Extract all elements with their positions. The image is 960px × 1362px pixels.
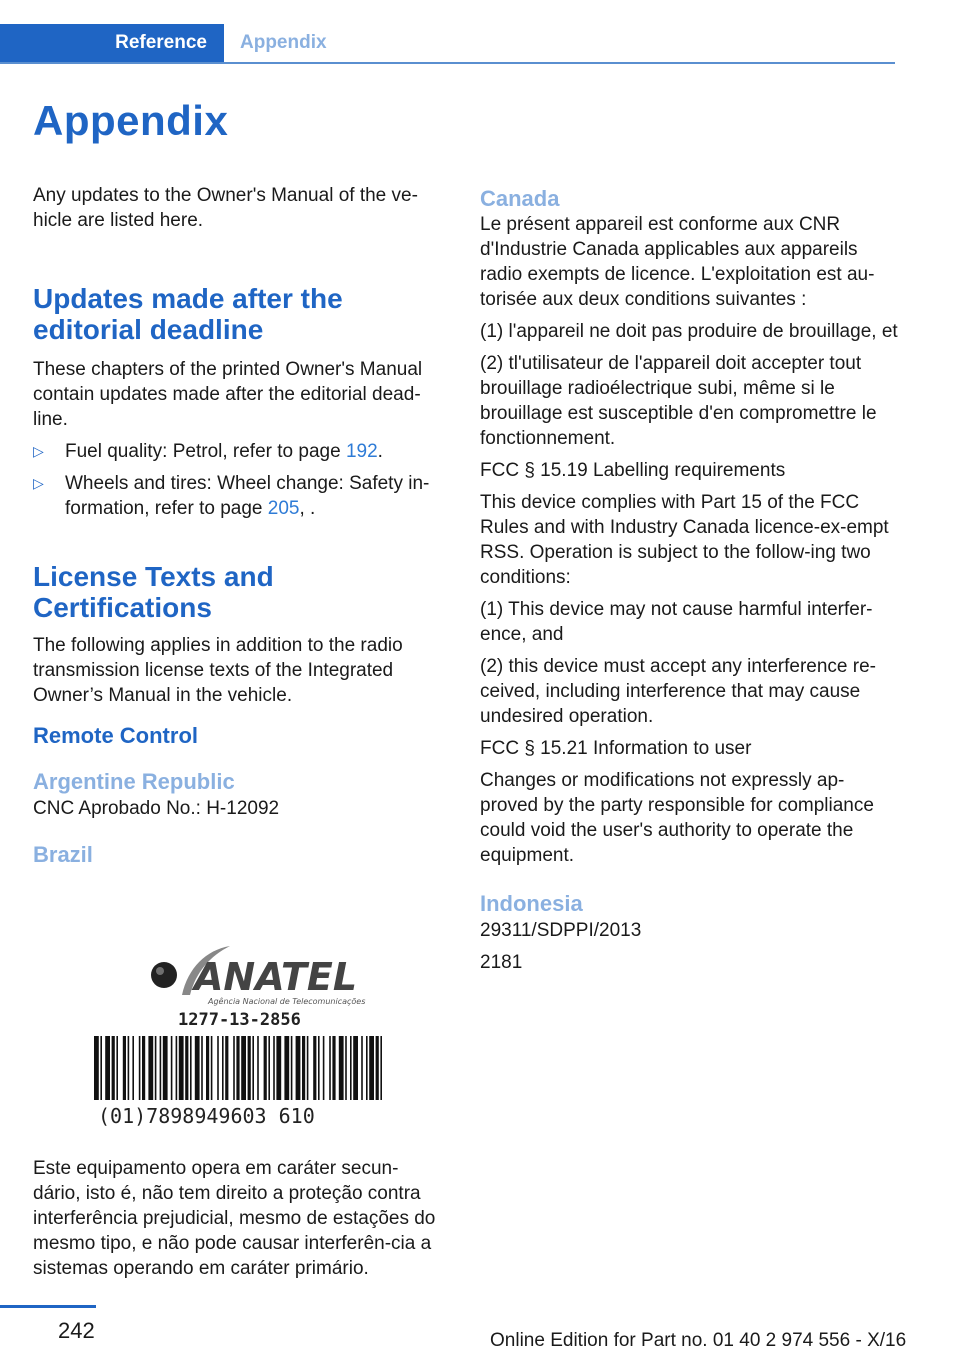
barcode-bar xyxy=(307,1036,309,1100)
barcode-bar xyxy=(148,1036,153,1100)
barcode-bar xyxy=(179,1036,184,1100)
barcode-bar xyxy=(350,1036,352,1100)
barcode-bar xyxy=(276,1036,281,1100)
barcode-bar xyxy=(160,1036,162,1100)
barcode-bar xyxy=(345,1036,347,1100)
fcc-paragraph: FCC § 15.19 Labelling requirements xyxy=(480,460,786,481)
canada-paragraph: (1) l'appareil ne doit pas produire de brouillage, et xyxy=(480,321,898,342)
triangle-right-icon: ▷ xyxy=(33,443,44,459)
list-item-text: Wheels and tires: Wheel change: Safety in-formation, refer to page xyxy=(65,473,430,519)
fcc-paragraph: Changes or modifications not expressly ap-proved by the party responsible for compliance could void the user's authority to operate the equipment. xyxy=(480,770,874,866)
right-column xyxy=(480,186,898,982)
intro-text: Any updates to the Owner's Manual of the ve-hicle are listed here. xyxy=(33,185,418,231)
barcode-bar xyxy=(273,1036,275,1100)
barcode-bar xyxy=(241,1036,246,1100)
page-link[interactable]: 192 xyxy=(345,441,378,462)
barcode-bar xyxy=(139,1036,141,1100)
barcode-bar xyxy=(142,1036,145,1100)
tab-reference-label: Reference xyxy=(115,32,207,53)
anatel-certification-label xyxy=(90,940,390,1130)
updates-heading: Updates made after the editorial deadline xyxy=(33,283,343,345)
barcode-bar xyxy=(201,1036,203,1100)
barcode-bar xyxy=(236,1036,239,1100)
page-link[interactable]: 205 xyxy=(267,498,300,519)
barcode-bar xyxy=(257,1036,259,1100)
barcode-bar xyxy=(222,1036,224,1100)
remote-control-heading: Remote Control xyxy=(33,723,198,748)
argentina-heading: Argentine Republic xyxy=(33,769,235,794)
fcc-paragraph: (1) This device may not cause harmful interfer-ence, and xyxy=(480,599,873,645)
barcode-bar xyxy=(217,1036,219,1100)
anatel-agency-text: Agência Nacional de Telecomunicações xyxy=(208,997,366,1006)
page-number: 242 xyxy=(58,1318,95,1343)
list-item-text: Fuel quality: Petrol, refer to page xyxy=(65,441,346,462)
barcode-bar xyxy=(116,1036,118,1100)
barcode-bar xyxy=(94,1036,99,1100)
argentina-text: CNC Aprobado No.: H-12092 xyxy=(33,798,280,819)
barcode-bar xyxy=(132,1036,134,1100)
tab-appendix[interactable] xyxy=(240,24,327,62)
barcode-bar xyxy=(252,1036,254,1100)
indonesia-line: 29311/SDPPI/2013 xyxy=(480,920,642,941)
barcode-number: (01)7898949603 610 xyxy=(98,1104,315,1128)
barcode-bar xyxy=(366,1036,368,1100)
barcode-bar xyxy=(264,1036,267,1100)
barcode-bar xyxy=(185,1036,188,1100)
list-item-suffix: . xyxy=(377,441,383,462)
fcc-paragraph: FCC § 15.21 Information to user xyxy=(480,738,752,759)
barcode-bar xyxy=(339,1036,344,1100)
barcode-bar xyxy=(380,1036,382,1100)
triangle-right-icon: ▷ xyxy=(33,475,44,491)
barcode-bar xyxy=(176,1036,178,1100)
barcode-bar xyxy=(171,1036,173,1100)
list-item-suffix: , . xyxy=(299,498,316,519)
anatel-logo-icon xyxy=(90,940,390,1130)
tab-appendix-label: Appendix xyxy=(240,32,327,53)
page-title: Appendix xyxy=(33,97,229,144)
barcode-bar xyxy=(206,1036,209,1100)
barcode-bar xyxy=(369,1036,374,1100)
barcode-bar xyxy=(361,1036,363,1100)
barcode-bar xyxy=(100,1036,102,1100)
barcode-bar xyxy=(123,1036,126,1100)
license-body: The following applies in addition to the radio transmission license texts of the Integrated Owner’s Manual in the vehicle. xyxy=(33,635,403,706)
tab-reference[interactable] xyxy=(0,24,224,62)
barcode xyxy=(94,1036,382,1100)
brazil-text: Este equipamento opera em caráter secun-dário, isto é, não tem direito a proteção contra interferência prejudicial, mesmo de estações do mesmo tipo, e não pode causar interferên-cia a sistemas operando em caráter primário. xyxy=(33,1158,436,1279)
barcode-bar xyxy=(376,1036,379,1100)
barcode-bar xyxy=(112,1036,115,1100)
header-tabs xyxy=(0,24,895,64)
barcode-bar xyxy=(233,1036,235,1100)
license-heading: License Texts and Certifications xyxy=(33,561,274,623)
barcode-bar xyxy=(332,1036,335,1100)
barcode-bar xyxy=(268,1036,270,1100)
canada-paragraph: Le présent appareil est conforme aux CNR d'Industrie Canada applicables aux appareils radio exempts de licence. L'exploitation est au-torisée aux deux conditions suivantes : xyxy=(480,214,875,310)
list-item xyxy=(33,439,443,464)
canada-paragraph: (2) tl'utilisateur de l'appareil doit accepter tout brouillage radioélectrique subi, même si le brouillage est susceptible d'en compromettre le fonctionnement. xyxy=(480,353,877,449)
updates-list xyxy=(33,439,443,521)
barcode-bar xyxy=(302,1036,305,1100)
edition-note: Online Edition for Part no. 01 40 2 974 556 - X/16 xyxy=(490,1330,907,1351)
barcode-bar xyxy=(195,1036,200,1100)
indonesia-heading: Indonesia xyxy=(480,891,583,916)
list-item xyxy=(33,471,443,521)
barcode-bar xyxy=(190,1036,192,1100)
barcode-bar xyxy=(296,1036,301,1100)
barcode-bar xyxy=(155,1036,157,1100)
barcode-bar xyxy=(291,1036,293,1100)
barcode-bar xyxy=(248,1036,251,1100)
indonesia-line: 2181 xyxy=(480,952,523,973)
canada-heading: Canada xyxy=(480,186,560,211)
barcode-bar xyxy=(318,1036,320,1100)
anatel-cert-number: 1277-13-2856 xyxy=(178,1010,301,1030)
barcode-bar xyxy=(313,1036,316,1100)
footer-divider xyxy=(0,1305,96,1308)
barcode-bar xyxy=(211,1036,213,1100)
barcode-bar xyxy=(329,1036,331,1100)
brazil-text-block xyxy=(33,1156,443,1288)
barcode-bar xyxy=(105,1036,110,1100)
barcode-bar xyxy=(225,1036,228,1100)
fcc-paragraph: This device complies with Part 15 of the FCC Rules and with Industry Canada licence-ex-empt RSS. Operation is subject to the follow-ing two conditions: xyxy=(480,492,889,588)
brazil-heading: Brazil xyxy=(33,842,93,867)
barcode-bar xyxy=(128,1036,130,1100)
barcode-bar xyxy=(323,1036,325,1100)
anatel-logo-text: ANATEL xyxy=(194,955,358,999)
updates-body: These chapters of the printed Owner's Manual contain updates made after the editorial dead-line. xyxy=(33,359,423,430)
fcc-paragraph: (2) this device must accept any interference re-ceived, including interference that may cause undesired operation. xyxy=(480,656,877,727)
barcode-bar xyxy=(353,1036,358,1100)
barcode-bar xyxy=(284,1036,289,1100)
left-column xyxy=(33,183,443,869)
barcode-bar xyxy=(163,1036,168,1100)
